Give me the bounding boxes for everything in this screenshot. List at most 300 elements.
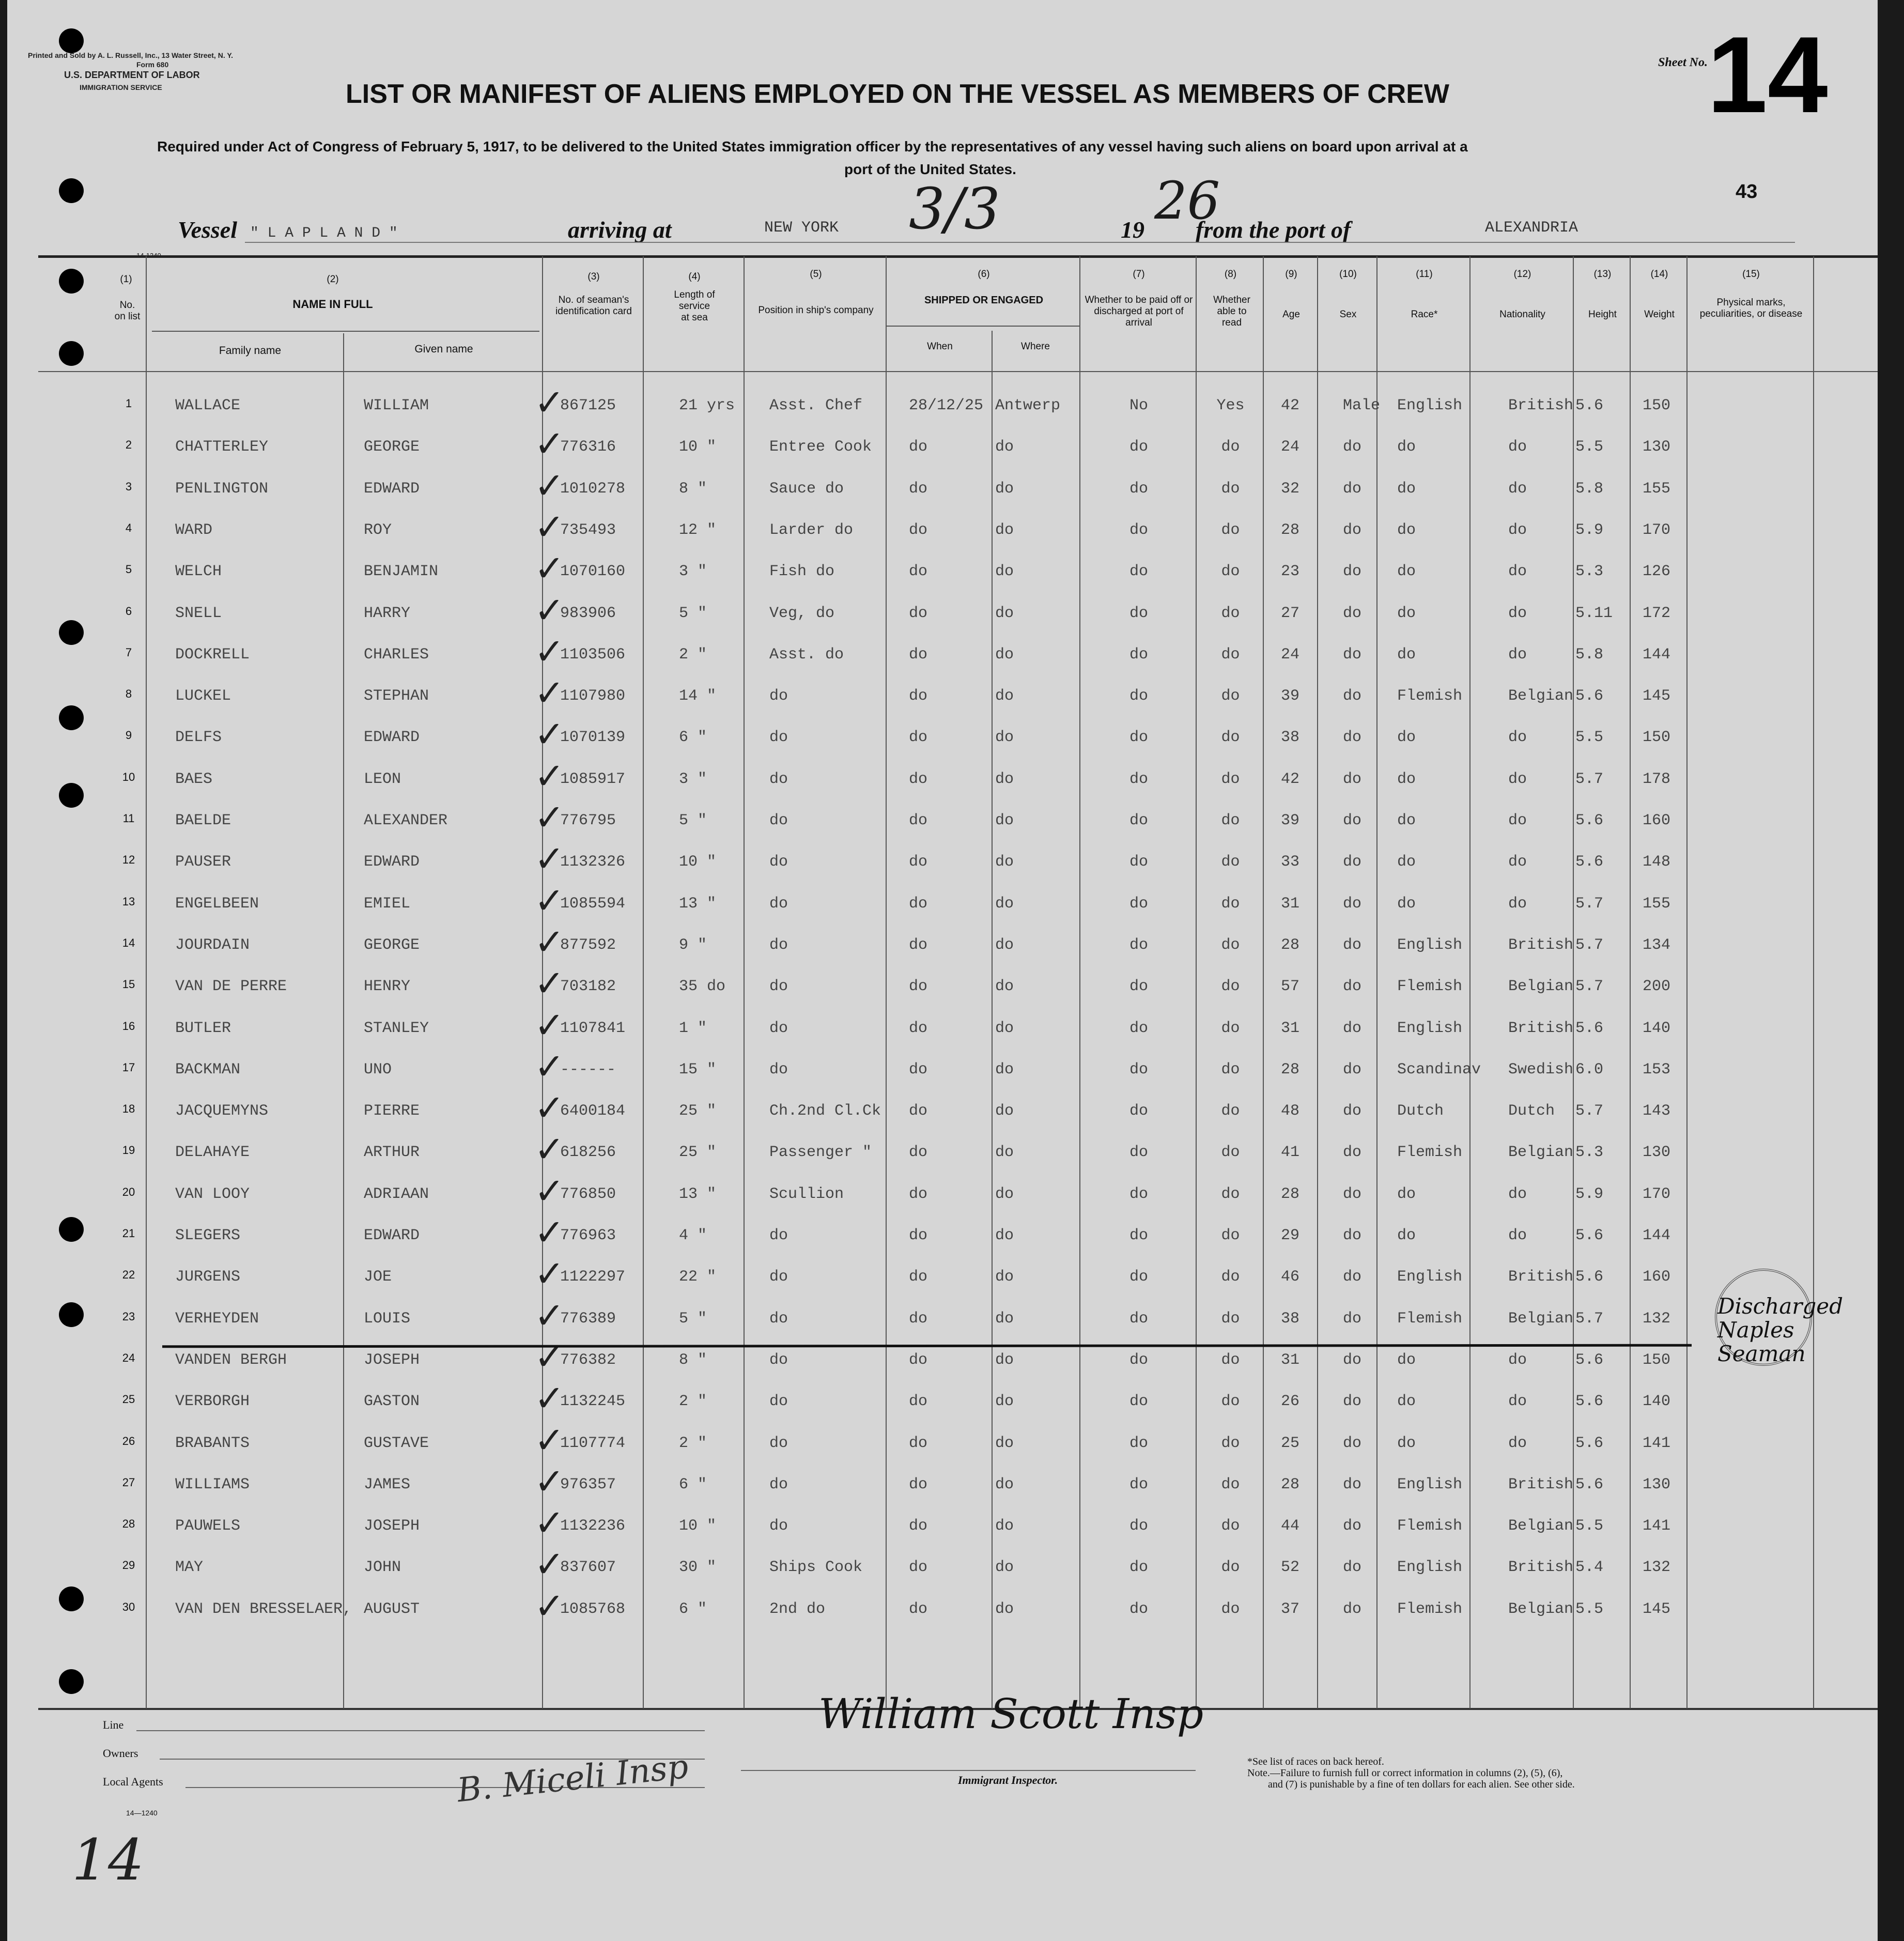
cell-given: BENJAMIN (364, 563, 439, 581)
cell-given: GASTON (364, 1393, 420, 1411)
cell-no: 18 (122, 1102, 135, 1116)
checkmark-icon: ✓ (534, 1419, 565, 1461)
cell-race: English (1397, 1475, 1463, 1493)
cell-family: ENGELBEEN (175, 895, 259, 913)
cell-weight: 160 (1643, 812, 1671, 829)
line-label: Line (103, 1718, 124, 1731)
cell-when: do (909, 1268, 928, 1286)
cell-service: 5 " (679, 812, 707, 829)
cell-weight: 145 (1643, 1600, 1671, 1618)
inspector-signature: William Scott Insp (818, 1690, 1204, 1738)
cell-position: do (769, 1310, 788, 1328)
cell-height: 5.7 (1575, 978, 1604, 996)
cell-card: 1085768 (560, 1600, 626, 1618)
cell-height: 5.5 (1575, 438, 1604, 456)
cell-where: do (995, 687, 1014, 705)
cell-paid-off: do (1129, 1600, 1148, 1618)
cell-given: STEPHAN (364, 687, 429, 705)
cell-sex: do (1343, 1600, 1362, 1618)
cell-no: 26 (122, 1434, 135, 1447)
cell-when: do (909, 1019, 928, 1037)
cell-position: do (769, 1268, 788, 1286)
cell-sex: do (1343, 895, 1362, 913)
arriving-port: NEW YORK (764, 219, 839, 237)
cell-height: 5.6 (1575, 1227, 1604, 1244)
cell-service: 25 " (679, 1144, 717, 1162)
cell-service: 3 " (679, 563, 707, 581)
col7-number: (7) (1133, 269, 1145, 280)
cell-service: 3 " (679, 770, 707, 788)
cell-when: do (909, 1559, 928, 1577)
cell-given: HARRY (364, 604, 411, 622)
checkmark-icon: ✓ (534, 1045, 565, 1088)
col11-header: Race* (1411, 309, 1438, 320)
cell-service: 22 " (679, 1268, 717, 1286)
manifest-sheet (7, 0, 1878, 1941)
table-row (7, 1004, 1813, 1046)
cell-position: do (769, 895, 788, 913)
footnote-races: *See list of races on back hereof. (1247, 1756, 1384, 1767)
col2b-header: Given name (414, 343, 473, 355)
cell-when: do (909, 563, 928, 581)
cell-paid-off: do (1129, 1268, 1148, 1286)
col15-header: Physical marks, peculiarities, or disease (1699, 297, 1803, 319)
cell-race: Flemish (1397, 1310, 1463, 1328)
col1-number: (1) (120, 274, 132, 285)
table-row (7, 838, 1813, 881)
cell-where: do (995, 1559, 1014, 1577)
cell-card: 976357 (560, 1475, 616, 1493)
cell-race: do (1397, 729, 1416, 747)
cell-height: 5.6 (1575, 1434, 1604, 1452)
cell-no: 15 (122, 978, 135, 991)
cell-read: Yes (1216, 397, 1245, 414)
cell-when: do (909, 936, 928, 954)
table-row (7, 589, 1813, 631)
cell-no: 6 (125, 604, 132, 618)
cell-nationality: do (1508, 853, 1527, 871)
cell-given: AUGUST (364, 1600, 420, 1618)
cell-race: Flemish (1397, 978, 1463, 996)
cell-family: DELAHAYE (175, 1144, 250, 1162)
cell-given: EDWARD (364, 729, 420, 747)
cell-sex: Male (1343, 397, 1381, 414)
cell-paid-off: do (1129, 1310, 1148, 1328)
cell-card: 776382 (560, 1351, 616, 1369)
cell-height: 6.0 (1575, 1060, 1604, 1079)
cell-weight: 144 (1643, 1227, 1671, 1244)
cell-paid-off: do (1129, 1144, 1148, 1162)
cell-given: EDWARD (364, 853, 420, 871)
cell-weight: 170 (1643, 521, 1671, 539)
col5-number: (5) (810, 269, 822, 280)
cell-service: 15 " (679, 1060, 717, 1079)
cell-family: WALLACE (175, 397, 241, 414)
cell-sex: do (1343, 1517, 1362, 1535)
cell-read: do (1221, 1600, 1240, 1618)
cell-card: 6400184 (560, 1102, 626, 1120)
vessel-underline (245, 242, 1795, 243)
cell-position: do (769, 853, 788, 871)
col10-header: Sex (1339, 309, 1357, 320)
cell-no: 10 (122, 770, 135, 783)
cell-family: PAUSER (175, 853, 231, 871)
cell-service: 13 " (679, 895, 717, 913)
table-row (7, 381, 1813, 424)
cell-position: Entree Cook (769, 438, 872, 456)
cell-height: 5.11 (1575, 604, 1613, 622)
cell-paid-off: do (1129, 1060, 1148, 1079)
cell-family: BACKMAN (175, 1060, 241, 1079)
cell-sex: do (1343, 1475, 1362, 1493)
cell-position: do (769, 1434, 788, 1452)
col12-number: (12) (1513, 269, 1531, 280)
table-row (7, 754, 1813, 797)
col9-number: (9) (1285, 269, 1297, 280)
cell-read: do (1221, 1393, 1240, 1411)
cell-no: 16 (122, 1019, 135, 1033)
checkmark-icon: ✓ (534, 1004, 565, 1046)
cell-nationality: do (1508, 770, 1527, 788)
cell-when: do (909, 729, 928, 747)
cell-family: WARD (175, 521, 213, 539)
cell-position: do (769, 1227, 788, 1244)
checkmark-icon: ✓ (534, 879, 565, 922)
cell-position: do (769, 812, 788, 829)
cell-no: 20 (122, 1185, 135, 1198)
checkmark-icon: ✓ (534, 630, 565, 673)
checkmark-icon: ✓ (534, 547, 565, 590)
cell-sex: do (1343, 1227, 1362, 1244)
cell-position: do (769, 1060, 788, 1079)
cell-read: do (1221, 853, 1240, 871)
cell-where: do (995, 729, 1014, 747)
cell-when: 28/12/25 (909, 397, 984, 414)
cell-no: 4 (125, 521, 132, 534)
cell-when: do (909, 812, 928, 829)
table-row (7, 1169, 1813, 1212)
cell-height: 5.6 (1575, 1393, 1604, 1411)
cell-paid-off: do (1129, 729, 1148, 747)
cell-service: 9 " (679, 936, 707, 954)
cell-paid-off: do (1129, 687, 1148, 705)
col6a-header: When (927, 341, 953, 352)
cell-family: MAY (175, 1559, 204, 1577)
cell-when: do (909, 1060, 928, 1079)
cell-paid-off: do (1129, 853, 1148, 871)
cell-where: do (995, 1393, 1014, 1411)
cell-service: 1 " (679, 1019, 707, 1037)
cell-family: SNELL (175, 604, 222, 622)
cell-given: JOHN (364, 1559, 401, 1577)
cell-age: 31 (1281, 1351, 1300, 1369)
cell-weight: 150 (1643, 729, 1671, 747)
cell-service: 2 " (679, 645, 707, 664)
cell-read: do (1221, 978, 1240, 996)
cell-sex: do (1343, 438, 1362, 456)
cell-sex: do (1343, 1268, 1362, 1286)
footnote-fine-1: Note.—Failure to furnish full or correct information in columns (2), (5), (6), (1247, 1767, 1563, 1779)
cell-height: 5.8 (1575, 480, 1604, 498)
cell-age: 41 (1281, 1144, 1300, 1162)
column-divider (1813, 256, 1814, 1708)
cell-given: ALEXANDER (364, 812, 448, 829)
cell-given: JOE (364, 1268, 392, 1286)
cell-no: 12 (122, 853, 135, 867)
cell-read: do (1221, 1144, 1240, 1162)
inspector-signature-rule (741, 1770, 1196, 1771)
cell-family: BAES (175, 770, 213, 788)
cell-weight: 172 (1643, 604, 1671, 622)
cell-sex: do (1343, 563, 1362, 581)
cell-where: do (995, 1434, 1014, 1452)
cell-position: Veg, do (769, 604, 835, 622)
table-row (7, 713, 1813, 756)
cell-family: JACQUEMYNS (175, 1102, 269, 1120)
cell-read: do (1221, 687, 1240, 705)
cell-read: do (1221, 1102, 1240, 1120)
cell-where: do (995, 853, 1014, 871)
cell-given: GEORGE (364, 438, 420, 456)
local-agents-label: Local Agents (103, 1775, 163, 1788)
cell-given: ARTHUR (364, 1144, 420, 1162)
cell-when: do (909, 1517, 928, 1535)
cell-when: do (909, 1227, 928, 1244)
cell-nationality: British (1508, 1475, 1574, 1493)
checkmark-icon: ✓ (534, 1377, 565, 1420)
vessel-name: " L A P L A N D " (250, 225, 398, 241)
cell-no: 11 (122, 812, 135, 825)
table-row (7, 962, 1813, 1005)
from-port-label: from the port of (1196, 217, 1351, 243)
cell-age: 24 (1281, 438, 1300, 456)
cell-paid-off: do (1129, 1227, 1148, 1244)
col3-header: No. of seaman's identification card (555, 295, 632, 317)
cell-nationality: Belgian (1508, 687, 1574, 705)
cell-paid-off: do (1129, 645, 1148, 664)
table-row (7, 1045, 1813, 1088)
cell-weight: 130 (1643, 1144, 1671, 1162)
cell-service: 6 " (679, 1475, 707, 1493)
cell-when: do (909, 687, 928, 705)
cell-age: 27 (1281, 604, 1300, 622)
cell-sex: do (1343, 729, 1362, 747)
header-bottom-rule (38, 371, 1878, 372)
cell-card: 1010278 (560, 480, 626, 498)
cell-weight: 155 (1643, 895, 1671, 913)
cell-where: do (995, 1185, 1014, 1203)
cell-weight: 150 (1643, 397, 1671, 414)
cell-read: do (1221, 895, 1240, 913)
cell-family: BRABANTS (175, 1434, 250, 1452)
cell-nationality: do (1508, 812, 1527, 829)
cell-family: JURGENS (175, 1268, 241, 1286)
cell-age: 32 (1281, 480, 1300, 498)
cell-when: do (909, 1600, 928, 1618)
col12-header: Nationality (1499, 309, 1545, 320)
cell-position: 2nd do (769, 1600, 826, 1618)
cell-read: do (1221, 645, 1240, 664)
cell-paid-off: do (1129, 604, 1148, 622)
checkmark-icon: ✓ (534, 1211, 565, 1254)
checkmark-icon: ✓ (534, 920, 565, 963)
cell-height: 5.6 (1575, 397, 1604, 414)
table-row (7, 1335, 1813, 1378)
cell-nationality: do (1508, 1227, 1527, 1244)
cell-card: 1132245 (560, 1393, 626, 1411)
cell-family: WILLIAMS (175, 1475, 250, 1493)
cell-where: do (995, 978, 1014, 996)
cell-family: VERBORGH (175, 1393, 250, 1411)
document-title: LIST OR MANIFEST OF ALIENS EMPLOYED ON THE VESSEL AS MEMBERS OF CREW (346, 79, 1449, 109)
cell-age: 52 (1281, 1559, 1300, 1577)
cell-position: do (769, 1475, 788, 1493)
cell-sex: do (1343, 521, 1362, 539)
cell-read: do (1221, 1227, 1240, 1244)
cell-no: 13 (122, 895, 135, 908)
cell-nationality: do (1508, 1434, 1527, 1452)
department: U.S. DEPARTMENT OF LABOR (64, 70, 200, 80)
cell-paid-off: do (1129, 1517, 1148, 1535)
cell-service: 2 " (679, 1434, 707, 1452)
cell-height: 5.9 (1575, 1185, 1604, 1203)
cell-service: 25 " (679, 1102, 717, 1120)
cell-service: 5 " (679, 1310, 707, 1328)
cell-service: 10 " (679, 438, 717, 456)
cell-age: 26 (1281, 1393, 1300, 1411)
cell-service: 6 " (679, 729, 707, 747)
cell-where: do (995, 521, 1014, 539)
cell-height: 5.8 (1575, 645, 1604, 664)
cell-position: do (769, 1393, 788, 1411)
cell-nationality: do (1508, 1351, 1527, 1369)
cell-card: 1132236 (560, 1517, 626, 1535)
cell-family: DOCKRELL (175, 645, 250, 664)
cell-no: 28 (122, 1517, 135, 1531)
checkmark-icon: ✓ (534, 754, 565, 797)
cell-service: 35 do (679, 978, 726, 996)
cell-age: 39 (1281, 687, 1300, 705)
checkmark-icon: ✓ (534, 505, 565, 548)
cell-given: UNO (364, 1060, 392, 1079)
cell-weight: 132 (1643, 1559, 1671, 1577)
sheet-label: Sheet No. (1658, 56, 1708, 69)
cell-age: 24 (1281, 645, 1300, 664)
cell-race: do (1397, 895, 1416, 913)
cell-when: do (909, 1393, 928, 1411)
cell-weight: 134 (1643, 936, 1671, 954)
checkmark-icon: ✓ (534, 1460, 565, 1503)
cell-position: Larder do (769, 521, 854, 539)
cell-position: do (769, 1019, 788, 1037)
col7-header: Whether to be paid off or discharged at port of arrival (1085, 295, 1193, 328)
cell-paid-off: do (1129, 563, 1148, 581)
cell-sex: do (1343, 1144, 1362, 1162)
cell-race: Flemish (1397, 1144, 1463, 1162)
table-row (7, 1087, 1813, 1130)
cell-given: WILLIAM (364, 397, 429, 414)
cell-where: do (995, 438, 1014, 456)
cell-card: 1107841 (560, 1019, 626, 1037)
cell-service: 10 " (679, 1517, 717, 1535)
cell-read: do (1221, 1351, 1240, 1369)
cell-age: 48 (1281, 1102, 1300, 1120)
cell-weight: 132 (1643, 1310, 1671, 1328)
cell-weight: 178 (1643, 770, 1671, 788)
cell-family: PAUWELS (175, 1517, 241, 1535)
cell-when: do (909, 1351, 928, 1369)
cell-height: 5.7 (1575, 1102, 1604, 1120)
second-signature: B. Miceli Insp (455, 1747, 690, 1810)
cell-age: 31 (1281, 895, 1300, 913)
cell-height: 5.6 (1575, 1268, 1604, 1286)
cell-when: do (909, 1434, 928, 1452)
cell-family: VAN LOOY (175, 1185, 250, 1203)
cell-sex: do (1343, 687, 1362, 705)
cell-card: 776316 (560, 438, 616, 456)
cell-no: 21 (122, 1227, 135, 1240)
cell-where: do (995, 1600, 1014, 1618)
cell-card: 1107980 (560, 687, 626, 705)
cell-when: do (909, 1144, 928, 1162)
col1-header: No. on list (114, 300, 141, 322)
handwritten-page-number: 14 (72, 1827, 144, 1893)
cell-given: EDWARD (364, 480, 420, 498)
cell-no: 30 (122, 1600, 135, 1613)
cell-position: Fish do (769, 563, 835, 581)
cell-family: VERHEYDEN (175, 1310, 259, 1328)
form-number: Form 680 (136, 60, 169, 69)
cell-height: 5.9 (1575, 521, 1604, 539)
cell-weight: 141 (1643, 1434, 1671, 1452)
cell-paid-off: do (1129, 1475, 1148, 1493)
page-number: 43 (1736, 181, 1758, 203)
vessel-label: Vessel (178, 217, 237, 243)
cell-when: do (909, 604, 928, 622)
year-handwritten: 26 (1154, 171, 1220, 231)
cell-weight: 140 (1643, 1019, 1671, 1037)
cell-age: 44 (1281, 1517, 1300, 1535)
punch-hole (59, 178, 84, 203)
cell-where: do (995, 480, 1014, 498)
cell-nationality: do (1508, 521, 1527, 539)
cell-paid-off: do (1129, 1559, 1148, 1577)
cell-sex: do (1343, 1060, 1362, 1079)
cell-no: 3 (125, 480, 132, 493)
cell-nationality: do (1508, 895, 1527, 913)
cell-race: English (1397, 1019, 1463, 1037)
table-row (7, 423, 1813, 466)
cell-given: EMIEL (364, 895, 411, 913)
cell-weight: 200 (1643, 978, 1671, 996)
cell-family: JOURDAIN (175, 936, 250, 954)
cell-where: do (995, 1475, 1014, 1493)
cell-weight: 126 (1643, 563, 1671, 581)
cell-family: WELCH (175, 563, 222, 581)
cell-position: Asst. Chef (769, 397, 863, 414)
cell-card: 867125 (560, 397, 616, 414)
cell-card: 776389 (560, 1310, 616, 1328)
cell-nationality: British (1508, 936, 1574, 954)
checkmark-icon: ✓ (534, 1502, 565, 1545)
cell-weight: 130 (1643, 1475, 1671, 1493)
cell-sex: do (1343, 480, 1362, 498)
cell-height: 5.6 (1575, 1475, 1604, 1493)
cell-read: do (1221, 1434, 1240, 1452)
cell-nationality: do (1508, 438, 1527, 456)
checkmark-icon: ✓ (534, 1584, 565, 1627)
table-row (7, 1128, 1813, 1171)
